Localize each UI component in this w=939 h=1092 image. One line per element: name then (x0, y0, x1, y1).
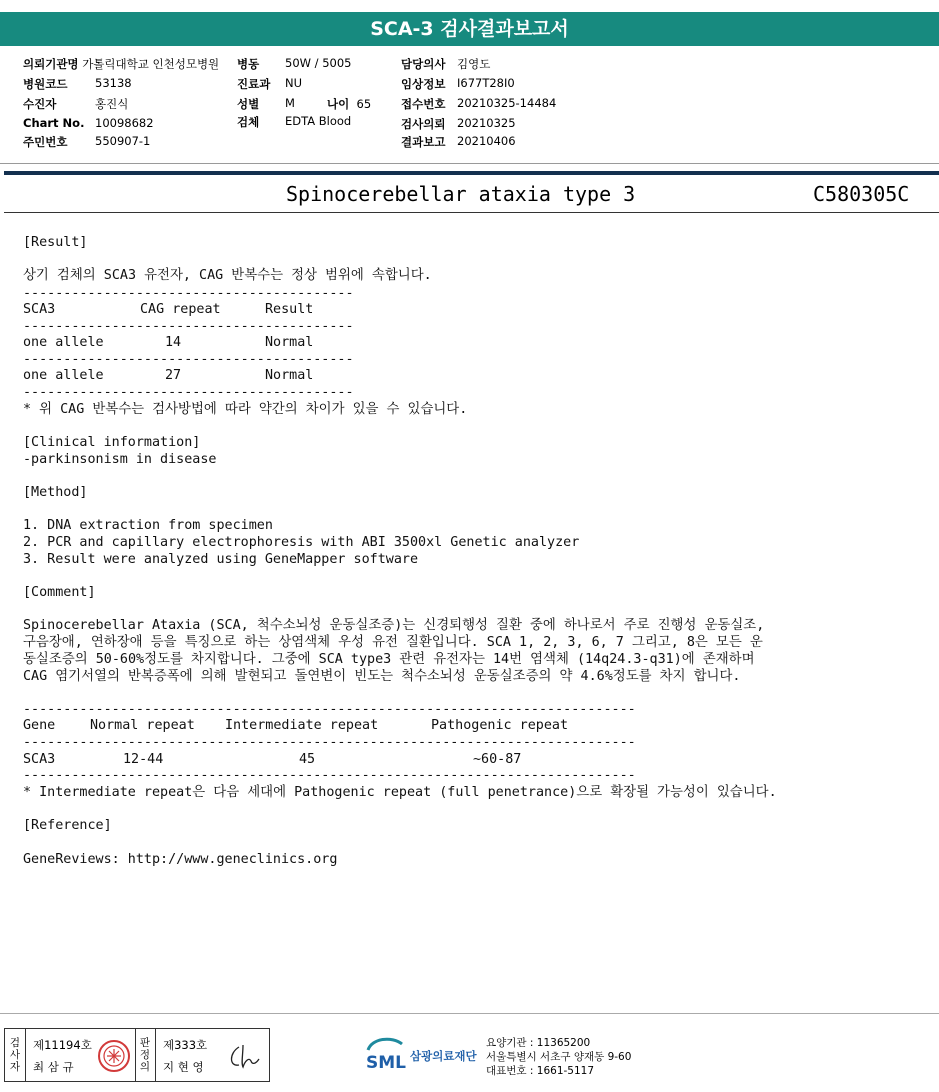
doctor-label: 담당의사 (401, 57, 446, 71)
section-thick-divider (4, 171, 939, 175)
examiner-license: 제11194호 (33, 1038, 92, 1052)
sml-logo-icon (362, 1032, 408, 1072)
method-step-2: 2. PCR and capillary electrophoresis with ABI 3500xl Genetic analyzer (23, 535, 580, 550)
specimen-value-field (285, 114, 351, 128)
col-header-cag-repeat: CAG repeat (140, 302, 221, 317)
report-date-value-field (457, 134, 516, 148)
ward-value: 50W / 5005 (285, 56, 352, 70)
svg-text:SML: SML (366, 1053, 406, 1072)
reviewer-signature-icon (225, 1039, 265, 1073)
divider (135, 1029, 136, 1081)
clinical-info-value-field (457, 76, 515, 90)
specimen-value: EDTA Blood (285, 114, 352, 128)
department-field (237, 76, 270, 92)
table-row-1-repeat: 14 (165, 335, 182, 350)
sex-label: 성별 (237, 97, 260, 111)
test-name: Spinocerebellar ataxia type 3 (286, 182, 636, 206)
col-header-gene: SCA3 (23, 302, 56, 317)
dash-line-long: ---------------------------------------------------------------------------- (23, 735, 636, 750)
ward-field (237, 56, 259, 72)
age-value: 65 (356, 97, 372, 111)
reviewer-license: 제333호 (163, 1038, 208, 1052)
repeat-row-gene: SCA3 (23, 752, 56, 767)
repeat-col-gene: Gene (23, 718, 56, 733)
patient-info-header (23, 56, 923, 156)
reception-value-field (457, 96, 556, 110)
comment-note: * Intermediate repeat은 다음 세대에 Pathogenic repeat (full penetrance)으로 확장될 가능성이 있습니다. (23, 785, 777, 800)
examiner-seal-icon (97, 1039, 131, 1073)
ward-label: 병동 (237, 57, 260, 71)
hospital-code-value-field (95, 76, 132, 90)
specimen-field (237, 114, 259, 130)
reception-value: 20210325-14484 (457, 96, 557, 110)
request-value-field (457, 116, 516, 130)
dash-line: ----------------------------------------- (23, 385, 354, 400)
repeat-col-intermediate: Intermediate repeat (225, 718, 379, 733)
resident-field (23, 134, 67, 150)
specimen-label: 검체 (237, 115, 260, 129)
request-field (401, 116, 445, 132)
lab-phone: 대표번호 : 1661-5117 (486, 1065, 595, 1077)
department-value-field (285, 76, 302, 90)
patient-label: 수진자 (23, 97, 57, 111)
dash-line-long: ---------------------------------------------------------------------------- (23, 768, 636, 783)
comment-line-2: 구음장애, 연하장애 등을 특징으로 하는 상염색체 우성 유전 질환입니다. SCA 1, 2, 3, 6, 7 그리고, 8은 모든 운 (23, 635, 763, 650)
hospital-code-field (23, 76, 67, 92)
divider (25, 1029, 26, 1081)
institution-label: 의뢰기관명 (23, 57, 79, 71)
ward-value-field (285, 56, 351, 70)
report-date-field (401, 134, 445, 150)
clinical-text: -parkinsonism in disease (23, 452, 217, 467)
doctor-value-field (457, 56, 490, 72)
table-row-2-repeat: 27 (165, 368, 182, 383)
patient-value-field (95, 96, 128, 112)
age-field (327, 96, 371, 112)
clinical-heading: [Clinical information] (23, 435, 201, 450)
method-heading: [Method] (23, 485, 88, 500)
comment-line-4: CAG 염기서열의 반복증폭에 의해 발현되고 돌연변이 빈도는 척수소뇌성 운동실조증의 약 4.6%정도를 차지 합니다. (23, 669, 741, 684)
chart-value: 10098682 (95, 116, 154, 130)
institution-value: 가톨릭대학교 인천성모병원 (82, 57, 220, 71)
doctor-field (401, 56, 445, 72)
institution-field (23, 56, 219, 72)
report-date-label: 결과보고 (401, 135, 446, 149)
result-note: * 위 CAG 반복수는 검사방법에 따라 약간의 차이가 있을 수 있습니다. (23, 402, 468, 417)
reviewer-label: 판정의 (139, 1037, 151, 1073)
clinical-info-value: I677T28I0 (457, 76, 515, 90)
chart-value-field (95, 116, 154, 130)
department-value: NU (285, 76, 303, 90)
repeat-row-pathogenic: ~60-87 (473, 752, 522, 767)
dash-line: ----------------------------------------- (23, 286, 354, 301)
reception-label: 접수번호 (401, 97, 446, 111)
sex-value: M (285, 96, 295, 110)
repeat-col-pathogenic: Pathogenic repeat (431, 718, 569, 733)
chart-label: Chart No. (23, 116, 85, 130)
repeat-row-normal: 12-44 (123, 752, 164, 767)
doctor-value: 김영도 (457, 57, 491, 71)
repeat-row-intermediate: 45 (299, 752, 316, 767)
sex-value-field (285, 96, 295, 110)
method-step-3: 3. Result were analyzed using GeneMapper software (23, 552, 419, 567)
result-summary: 상기 검체의 SCA3 유전자, CAG 반복수는 정상 범위에 속합니다. (23, 268, 432, 283)
test-code: C580305C (813, 182, 910, 206)
comment-heading: [Comment] (23, 585, 96, 600)
resident-value-field (95, 134, 150, 148)
hospital-code-label: 병원코드 (23, 77, 68, 91)
clinical-info-label: 임상정보 (401, 77, 446, 91)
resident-value: 550907-1 (95, 134, 151, 148)
report-title: SCA-3 검사결과보고서 (0, 12, 939, 46)
result-heading: [Result] (23, 235, 88, 250)
method-step-1: 1. DNA extraction from specimen (23, 518, 273, 533)
dash-line: ----------------------------------------- (23, 319, 354, 334)
request-value: 20210325 (457, 116, 516, 130)
chart-field (23, 116, 84, 130)
comment-line-1: Spinocerebellar Ataxia (SCA, 척수소뇌성 운동실조증)는 신경퇴행성 질환 중에 하나로서 주로 진행성 운동실조, (23, 618, 765, 633)
sex-field (237, 96, 259, 112)
footer-divider (0, 1013, 939, 1014)
reference-heading: [Reference] (23, 818, 112, 833)
dash-line: ----------------------------------------- (23, 352, 354, 367)
request-label: 검사의뢰 (401, 117, 446, 131)
report-footer (0, 1022, 939, 1088)
hospital-code-value: 53138 (95, 76, 132, 90)
table-row-2-allele: one allele (23, 368, 104, 383)
lab-name: 삼광의료재단 (410, 1049, 477, 1063)
patient-value: 홍진식 (95, 97, 129, 111)
col-header-result: Result (265, 302, 314, 317)
repeat-col-normal: Normal repeat (90, 718, 195, 733)
agency-number: 요양기관 : 11365200 (486, 1037, 591, 1049)
dash-line-long: ---------------------------------------------------------------------------- (23, 702, 636, 717)
header-divider (0, 163, 939, 164)
table-row-1-result: Normal (265, 335, 314, 350)
patient-field (23, 96, 56, 112)
comment-line-3: 동실조증의 50-60%정도를 차지합니다. 그중에 SCA type3 관련 유전자는 14번 염색체 (14q24.3-q31)에 존재하며 (23, 652, 755, 667)
table-row-1-allele: one allele (23, 335, 104, 350)
reviewer-name: 지 현 영 (163, 1060, 204, 1074)
table-row-2-result: Normal (265, 368, 314, 383)
clinical-info-field (401, 76, 445, 92)
lab-address: 서울특별시 서초구 양재동 9-60 (486, 1051, 632, 1063)
examiner-label: 검사자 (9, 1037, 21, 1073)
divider (155, 1029, 156, 1081)
resident-label: 주민번호 (23, 135, 68, 149)
reference-text: GeneReviews: http://www.geneclinics.org (23, 852, 338, 867)
reception-field (401, 96, 445, 112)
examiner-name: 최 삼 규 (33, 1060, 74, 1074)
age-label: 나이 (327, 97, 350, 111)
report-date-value: 20210406 (457, 134, 516, 148)
department-label: 진료과 (237, 77, 271, 91)
section-thin-divider (4, 212, 939, 213)
signature-box (4, 1028, 270, 1082)
